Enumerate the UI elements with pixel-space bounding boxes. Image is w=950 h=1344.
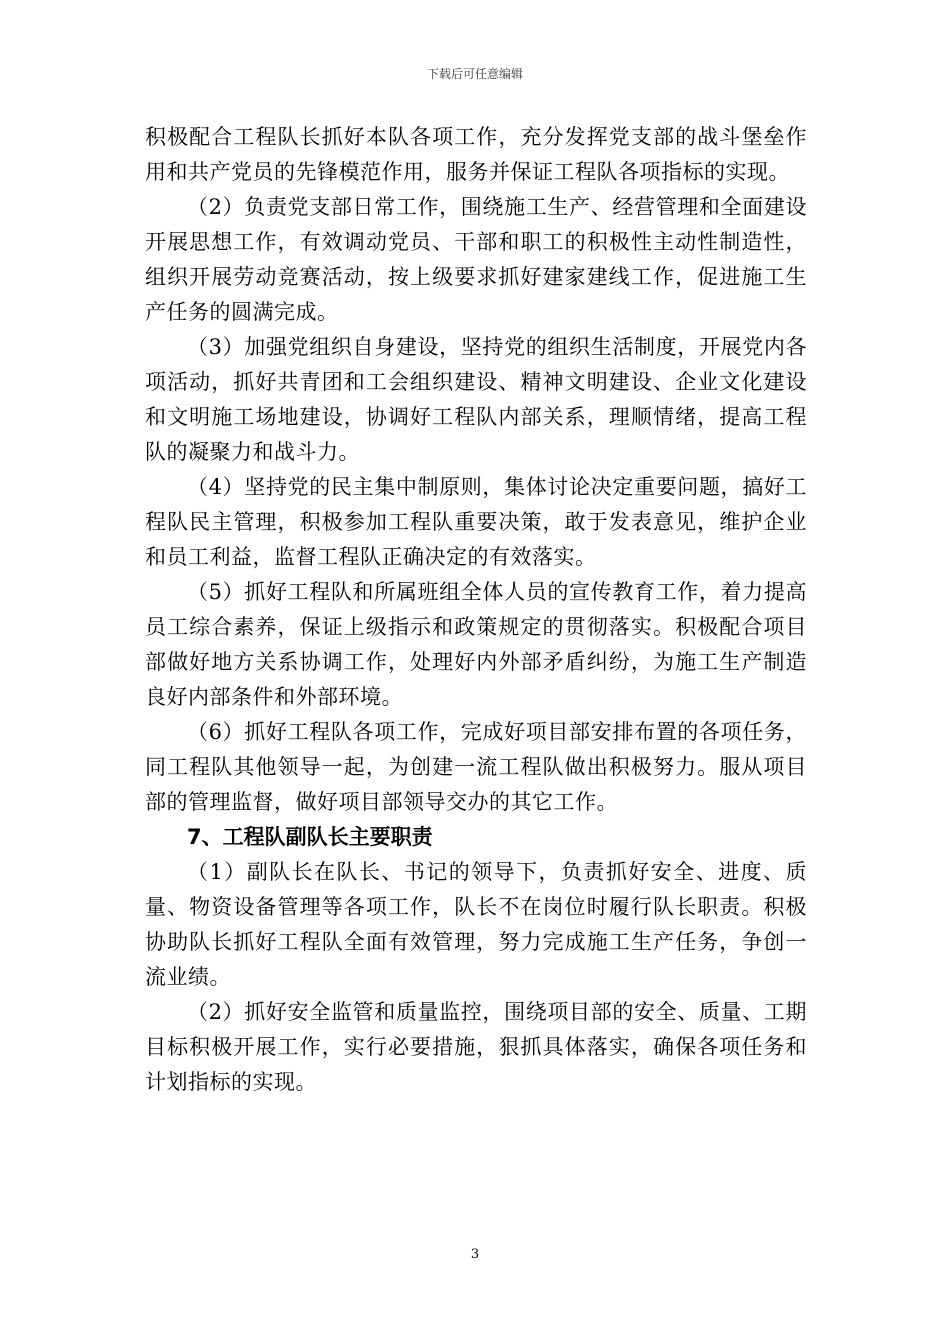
page-number: 3 [470, 1247, 480, 1262]
document-body [145, 120, 807, 1100]
paragraph-continuation: 积极配合工程队长抓好本队各项工作，充分发挥党支部的战斗堡垒作用和共产党员的先锋模范作用，服务并保证工程队各项指标的实现。 [145, 125, 807, 184]
paragraph-duty-6: （6）抓好工程队各项工作，完成好项目部安排布置的各项任务，同工程队其他领导一起，为创建一流工程队做出积极努力。服从项目部的管理监督，做好项目部领导交办的其它工作。 [145, 720, 807, 814]
paragraph-duty-3: （3）加强党组织自身建设，坚持党的组织生活制度，开展党内各项活动，抓好共青团和工会组织建设、精神文明建设、企业文化建设和文明施工场地建设，协调好工程队内部关系，理顺情绪，提高工程队的凝聚力和战斗力。 [145, 335, 807, 464]
paragraph-duty-4: （4）坚持党的民主集中制原则，集体讨论决定重要问题，搞好工程队民主管理，积极参加工程队重要决策，敢于发表意见，维护企业和员工利益，监督工程队正确决定的有效落实。 [145, 475, 807, 569]
page-header: 下载后可任意编辑 [426, 67, 523, 81]
paragraph-duty-5: （5）抓好工程队和所属班组全体人员的宣传教育工作，着力提高员工综合素养，保证上级指示和政策规定的贯彻落实。积极配合项目部做好地方关系协调工作，处理好内外部矛盾纠纷，为施工生产制造良好内部条件和外部环境。 [145, 580, 807, 709]
paragraph-deputy-duty-1: （1）副队长在队长、书记的领导下，负责抓好安全、进度、质量、物资设备管理等各项工作，队长不在岗位时履行队长职责。积极协助队长抓好工程队全面有效管理，努力完成施工生产任务，争创一流业绩。 [145, 860, 807, 989]
paragraph-deputy-duty-2: （2）抓好安全监管和质量监控，围绕项目部的安全、质量、工期目标积极开展工作，实行必要措施，狠抓具体落实，确保各项任务和计划指标的实现。 [145, 1000, 807, 1094]
paragraph-duty-2: （2）负责党支部日常工作，围绕施工生产、经营管理和全面建设开展思想工作，有效调动党员、干部和职工的积极性主动性制造性，组织开展劳动竞赛活动，按上级要求抓好建家建线工作，促进施工生产任务的圆满完成。 [145, 195, 807, 324]
section-heading: 7、工程队副队长主要职责 [187, 825, 433, 849]
